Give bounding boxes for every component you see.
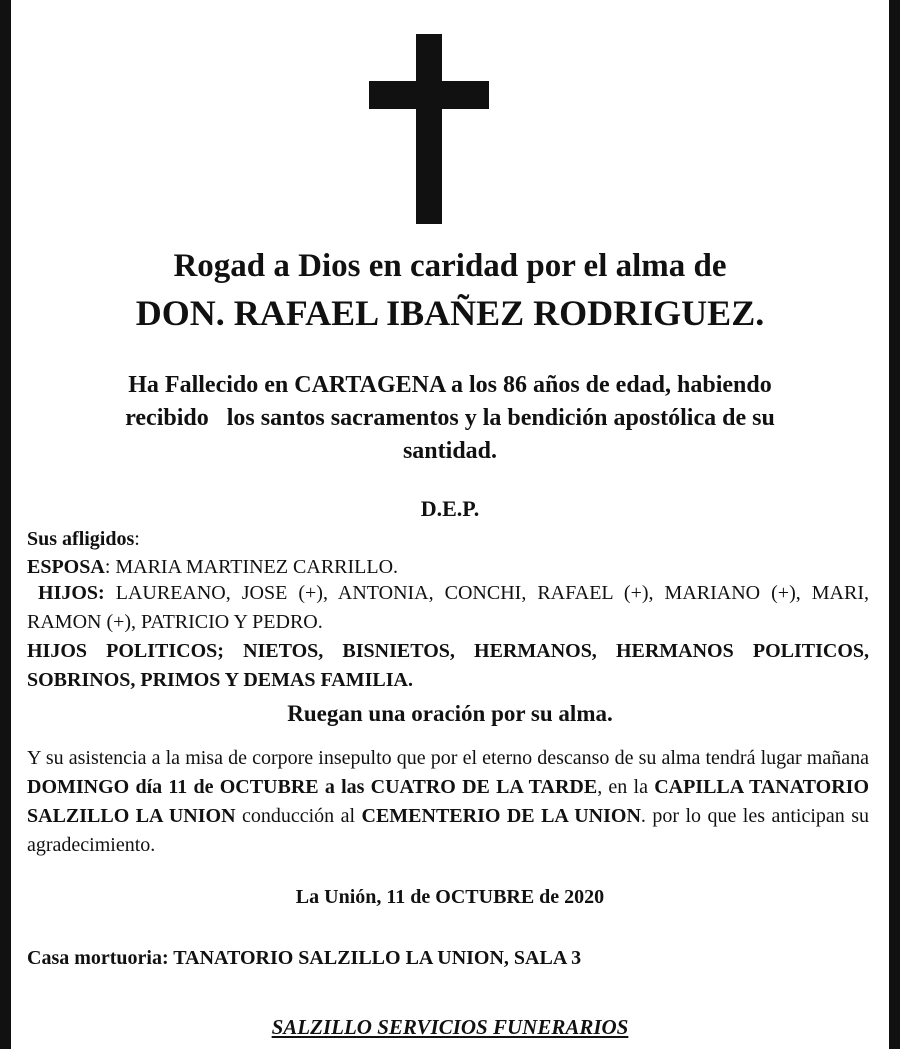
mass-date-time: DOMINGO día 11 de OCTUBRE a las CUATRO DE LA TARDE	[27, 776, 598, 798]
cross-horizontal-bar	[369, 81, 489, 109]
date-line: La Unión, 11 de OCTUBRE de 2020	[295, 886, 605, 908]
children-line	[27, 579, 869, 637]
funeral-service-signature: SALZILLO SERVICIOS FUNERARIOS	[271, 1015, 629, 1039]
mass-location: CAPILLA TANATORIO SALZILLO LA UNION	[27, 776, 869, 827]
deceased-name: DON. RAFAEL IBAÑEZ RODRIGUEZ.	[135, 293, 765, 333]
funeral-home-line: Casa mortuoria: TANATORIO SALZILLO LA UNION, SALA 3	[27, 947, 582, 969]
mass-paragraph	[27, 744, 869, 860]
other-family-line: HIJOS POLITICOS; NIETOS, BISNIETOS, HERMANOS, HERMANOS POLITICOS, SOBRINOS, PRIMOS Y DEMAS FAMILIA.	[27, 640, 869, 691]
spouse-value: : MARIA MARTINEZ CARRILLO.	[104, 556, 399, 578]
announcement-line-1: Ha Fallecido en CARTAGENA a los 86 años de edad, habiendo	[128, 372, 772, 398]
mass-text-4: . por lo que les anticipan su agradecimiento.	[27, 805, 869, 856]
children-value: LAUREANO, JOSE (+), ANTONIA, CONCHI, RAFAEL (+), MARIANO (+), MARI, RAMON (+), PATRICIO Y PEDRO.	[27, 582, 869, 633]
cross-icon	[369, 34, 489, 224]
prayer-request: Ruegan una oración por su alma.	[287, 701, 613, 726]
mourners-intro-label: Sus afligidos	[27, 528, 135, 550]
mass-text-3: conducción al	[235, 805, 362, 827]
death-announcement	[40, 369, 860, 468]
spouse-label: ESPOSA	[27, 556, 105, 578]
dep-text: D.E.P.	[420, 496, 480, 521]
announcement-line-2: recibido los santos sacramentos y la bendición apostólica de su	[125, 405, 775, 431]
mourners-intro-suffix: :	[134, 528, 140, 550]
cross-vertical-bar	[416, 34, 442, 224]
mourners-intro	[27, 525, 869, 554]
announcement-line-3: santidad.	[402, 438, 498, 464]
mass-text-2: , en la	[597, 776, 655, 798]
mass-text-1: Y su asistencia a la misa de corpore insepulto que por el eterno descanso de su alma tendrá lugar mañana	[27, 747, 869, 769]
mass-cemetery: CEMENTERIO DE LA UNION	[361, 805, 641, 827]
invocation-line: Rogad a Dios en caridad por el alma de	[173, 248, 727, 284]
children-label: HIJOS:	[38, 582, 105, 604]
spouse-line	[27, 553, 869, 582]
